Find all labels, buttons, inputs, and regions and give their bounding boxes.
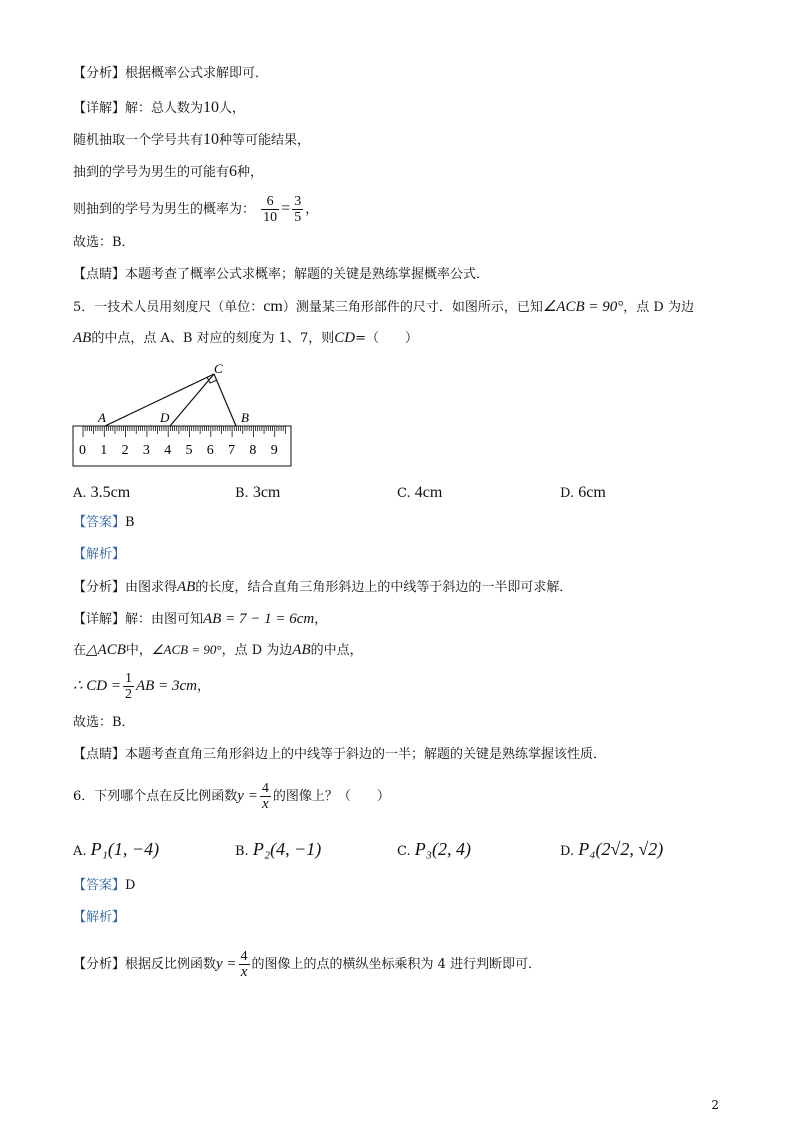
q4-comment: 【点睛】本题考查了概率公式求概率；解题的关键是熟练掌握概率公式． <box>73 267 490 282</box>
ruler-number: 5 <box>185 443 193 458</box>
segment-cd <box>170 374 214 426</box>
q5-choose: 故选：B． <box>73 715 135 730</box>
q4-probability-line: 则抽到的学号为男生的概率为： $\frac{6}{10}$ = $\frac{3}{5}$ ， <box>73 194 319 225</box>
q5-option-c: C. 4cm <box>397 484 443 501</box>
ruler-number: 4 <box>164 443 172 458</box>
segment-cb <box>214 374 236 426</box>
q6-option-d: D. P₄(2√2, √2) <box>560 839 664 859</box>
q4-detail-line-3: 抽到的学号为男生的可能有6种， <box>73 163 264 180</box>
q4-choose: 故选：B． <box>73 235 135 250</box>
q5-stem-line-2: AB的中点，点 A、B 对应的刻度为 1、7，则CD=（ ） <box>73 330 418 346</box>
label-a: A <box>98 410 106 425</box>
q6-option-a: A. P₁(1, −4) <box>73 839 160 859</box>
q5-detail: 【详解】解：由图可知AB = 7 − 1 = 6cm， <box>73 611 328 627</box>
fraction-4-x-analysis: $\frac{4}{x}$ <box>240 949 248 980</box>
label-b: B <box>241 410 249 425</box>
fraction-1-2: $\frac{1}{2}$ <box>125 671 133 702</box>
fraction-6-10: $\frac{6}{10}$ <box>263 194 278 225</box>
ruler-number: 1 <box>100 443 108 458</box>
q6-option-c: C. P₃(2, 4) <box>397 839 472 859</box>
q5-parse-label: 【解析】 <box>73 547 126 562</box>
ruler-number: 8 <box>249 443 257 458</box>
q5-option-b: B. 3cm <box>235 484 281 501</box>
label-d: D <box>160 410 170 425</box>
ruler-number: 9 <box>270 443 278 458</box>
q5-analysis: 【分析】由图求得AB的长度，结合直角三角形斜边上的中线等于斜边的一半即可求解． <box>73 579 573 595</box>
q6-analysis: 【分析】根据反比例函数y = $\frac{4}{x}$ 的图像上的点的横纵坐标乘积为 4 进行判断即可． <box>73 949 542 980</box>
ruler-number: 2 <box>121 443 129 458</box>
ruler-ticks <box>83 426 285 437</box>
q5-option-a: A. 3.5cm <box>73 484 131 501</box>
q6-parse-label: 【解析】 <box>73 910 126 925</box>
q6-option-b: B. P₂(4, −1) <box>235 839 322 859</box>
q5-option-d: D. 6cm <box>560 484 606 501</box>
ruler-number: 3 <box>142 443 150 458</box>
label-c: C <box>214 361 223 376</box>
q4-analysis: 【分析】根据概率公式求解即可． <box>73 66 269 81</box>
q5-answer: 【答案】B <box>73 515 135 530</box>
q6-stem: 6．下列哪个点在反比例函数y = $\frac{4}{x}$ 的图像上？（ ） <box>73 781 390 812</box>
page-number: 2 <box>711 1098 719 1112</box>
q6-answer: 【答案】D <box>73 878 136 893</box>
ruler-number: 0 <box>79 443 86 458</box>
q5-therefore-line: ∴ CD = $\frac{1}{2}$ AB = 3cm， <box>73 671 210 702</box>
ruler-number: 7 <box>228 443 236 458</box>
ruler-triangle-figure <box>70 360 300 472</box>
fraction-3-5: $\frac{3}{5}$ <box>294 194 302 225</box>
q4-detail-line-1: 【详解】解：总人数为10人， <box>73 99 246 116</box>
q4-detail-line-2: 随机抽取一个学号共有10种等可能结果， <box>73 131 311 148</box>
fraction-4-x: $\frac{4}{x}$ <box>261 781 269 812</box>
q5-comment: 【点睛】本题考查直角三角形斜边上的中线等于斜边的一半；解题的关键是熟练掌握该性质． <box>73 747 607 762</box>
ruler-number: 6 <box>206 443 214 458</box>
q5-triangle-line: 在△ACB中，∠ACB = 90°，点 D 为边AB的中点， <box>73 642 363 658</box>
q5-stem-line-1: 5．一技术人员用刻度尺（单位：cm）测量某三角形部件的尺寸．如图所示，已知∠ACB = 90°，点 D 为边 <box>73 298 694 315</box>
